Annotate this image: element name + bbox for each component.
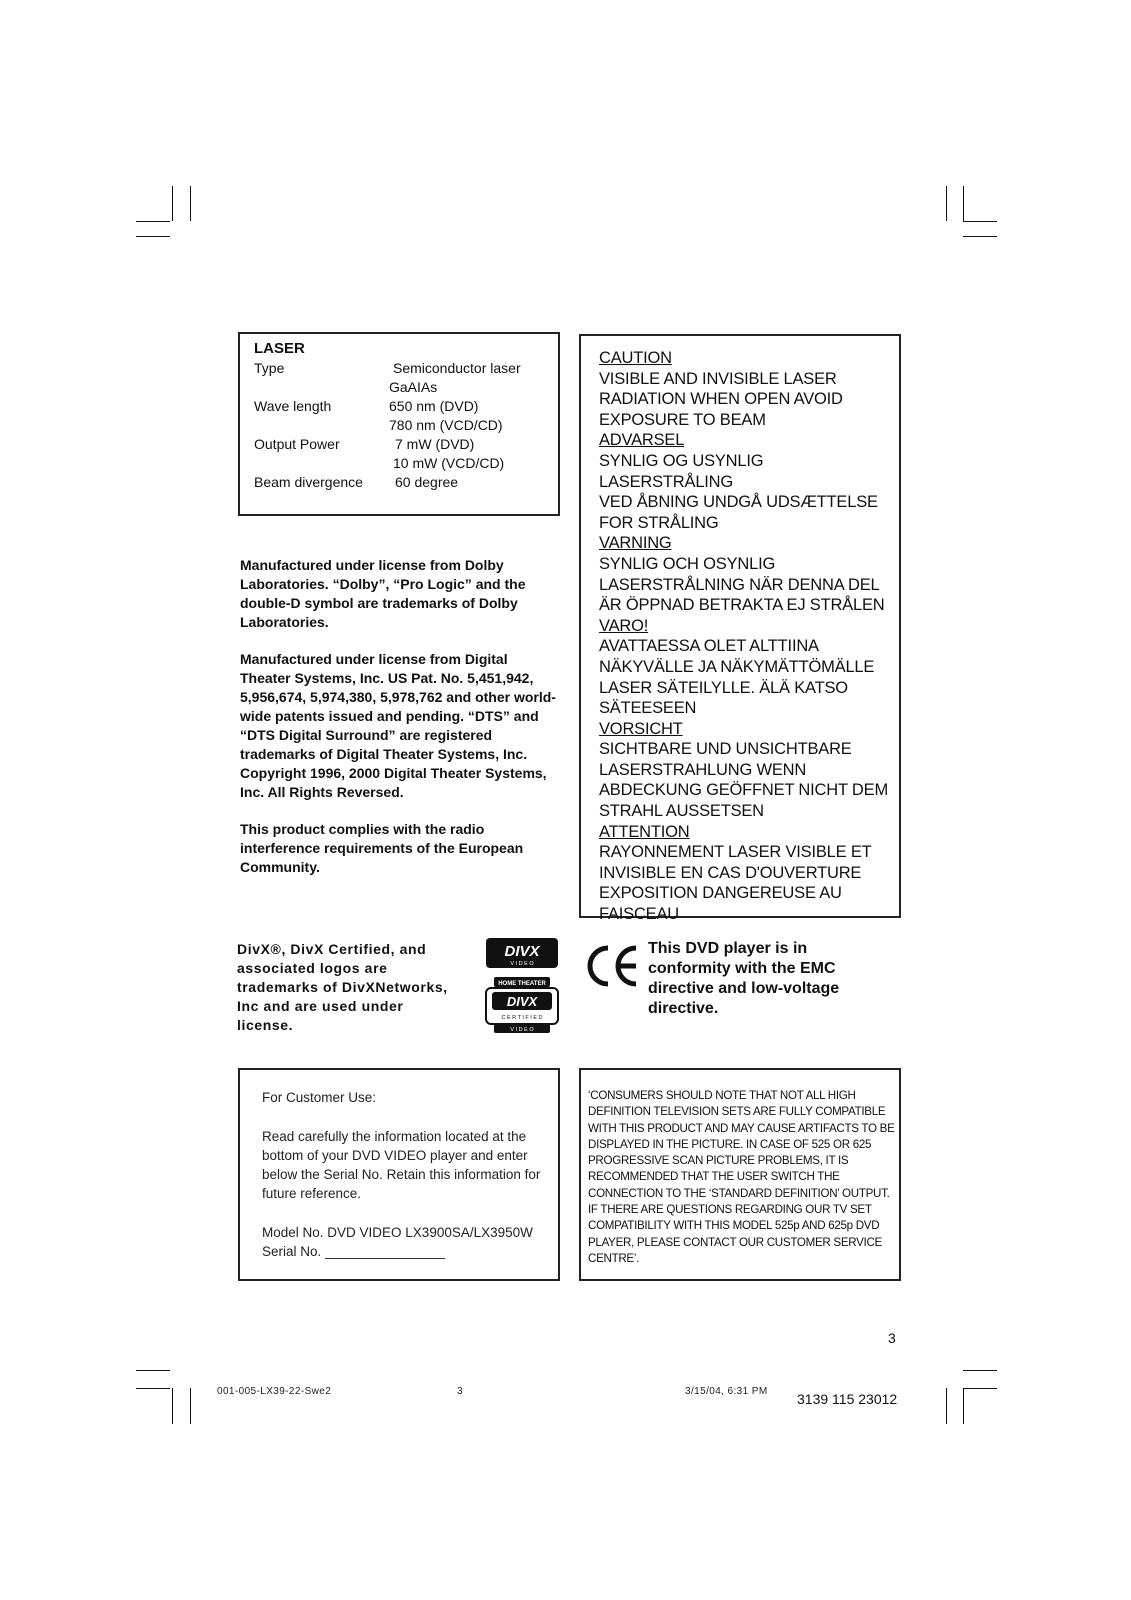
dts-notice: Manufactured under license from Digital Theater Systems, Inc. US Pat. No. 5,451,942, 5,956,674, 5,974,380, 5,978,762 and other world-wide patents issued and pending. “DTS” and “DTS Digital Surround” are registered trademarks of Digital Theater Systems, Inc. Copyright 1996, 2000 Digital Theater Systems, Inc. All Rights Reversed. <box>240 651 556 800</box>
spec-label <box>254 416 389 435</box>
spec-value: 10 mW (VCD/CD) <box>393 455 505 471</box>
spec-row <box>254 473 558 492</box>
caution-line: LASERSTRAHLUNG WENN <box>599 760 807 779</box>
crop-mark <box>190 1388 191 1424</box>
caution-line: SÄTEESEEN <box>599 699 697 718</box>
caution-box <box>579 334 901 924</box>
caution-line: STRAHL AUSSETSEN <box>599 802 764 821</box>
crop-mark <box>963 236 997 237</box>
caution-line: LASER SÄTEILYLLE. ÄLÄ KATSO <box>599 678 848 697</box>
divx-video-logo <box>486 938 558 968</box>
divx-logo-text: DIVX <box>504 943 540 960</box>
caution-line: RADIATION WHEN OPEN AVOID <box>599 390 843 409</box>
crop-mark <box>963 1370 997 1371</box>
crop-mark <box>963 1388 964 1424</box>
serial-number-field: Serial No. ________________ <box>262 1244 446 1259</box>
caution-line: ÄR ÖPPNAD BETRAKTA EJ STRÅLEN <box>599 596 885 615</box>
caution-line: SYNLIG OG USYNLIG LASERSTRÅLING <box>599 451 764 491</box>
crop-mark <box>946 186 947 221</box>
ce-mark-icon <box>584 944 640 988</box>
footer-page: 3 <box>457 1386 463 1397</box>
caution-heading: VARNING <box>599 534 672 553</box>
caution-heading: ADVARSEL <box>599 431 685 450</box>
laser-spec-table <box>254 359 558 492</box>
crop-mark <box>946 1388 947 1424</box>
laser-title: LASER <box>254 340 305 357</box>
divx-line: DivX®, DivX Certified, and <box>237 941 427 957</box>
spec-label <box>254 378 389 397</box>
caution-heading: CAUTION <box>599 349 672 367</box>
caution-section <box>599 348 899 430</box>
divx-line: trademarks of DivXNetworks, <box>237 979 448 995</box>
spec-value: 650 nm (DVD) <box>389 398 479 414</box>
divx-logo-sub: V I D E O <box>510 961 534 967</box>
crop-mark <box>963 186 964 221</box>
laser-spec-box <box>238 332 560 516</box>
spec-row <box>254 416 558 435</box>
caution-section <box>599 430 899 533</box>
dolby-notice: Manufactured under license from Dolby Laboratories. “Dolby”, “Pro Logic” and the double-D symbol are trademarks of Dolby Laboratories. <box>240 557 526 630</box>
caution-heading: VORSICHT <box>599 719 683 738</box>
ce-conformity-text: This DVD player is in conformity with the EMC directive and low-voltage directive. <box>648 940 840 1017</box>
divx-certified-logo <box>486 977 558 1033</box>
divx-notice <box>237 940 482 1035</box>
divx-line: associated logos are <box>237 960 388 976</box>
caution-line: VISIBLE AND INVISIBLE LASER <box>599 369 837 388</box>
spec-value: Semiconductor laser <box>393 360 521 376</box>
crop-mark <box>136 1388 170 1389</box>
caution-heading: VARO! <box>599 616 649 635</box>
crop-mark <box>136 1370 170 1371</box>
divx-line: license. <box>237 1017 294 1033</box>
caution-line: RAYONNEMENT LASER VISIBLE ET <box>599 843 872 862</box>
eu-notice: This product complies with the radio interference requirements of the European Community. <box>240 821 524 875</box>
spec-row <box>254 359 558 378</box>
divx-cert-mid: C E R T I F I E D <box>501 1015 543 1021</box>
caution-line: EXPOSITION DANGEREUSE AU <box>599 884 842 903</box>
caution-line: FAISCEAU <box>599 905 680 924</box>
caution-line: LASERSTRÅLNING NÄR DENNA DEL <box>599 575 880 594</box>
spec-value: GaAIAs <box>389 379 438 395</box>
spec-row <box>254 378 558 397</box>
caution-line: ABDECKUNG GEÖFFNET NICHT DEM <box>599 781 888 800</box>
consumers-notice: ‘CONSUMERS SHOULD NOTE THAT NOT ALL HIGH DEFINITION TELEVISION SETS ARE FULLY COMPATIBLE WITH THIS PRODUCT AND MAY CAUSE ARTIFACTS TO BE DISPLAYED IN THE PICTURE. IN CASE OF 525 OR 625 PROGRESSIVE SCAN PICTURE PROBLEMS, IT IS RECOMMENDED THAT THE USER SWITCH THE CONNECTION TO THE ‘STANDARD DEFINITION’ OUTPUT. IF THERE ARE QUESTIONS REGARDING OUR TV SET COMPATIBILITY WITH THIS MODEL 525p AND 625p DVD PLAYER, PLEASE CONTACT OUR CUSTOMER SERVICE CENTRE’. <box>588 1089 895 1265</box>
caution-section <box>599 533 899 615</box>
spec-row <box>254 397 558 416</box>
spec-value: 7 mW (DVD) <box>395 436 475 452</box>
legal-notices <box>240 556 560 895</box>
crop-mark <box>190 186 191 221</box>
caution-line: AVATTAESSA OLET ALTTIINA <box>599 637 819 656</box>
consumers-notice-box <box>579 1068 901 1281</box>
crop-mark <box>172 186 173 221</box>
footer-date: 3/15/04, 6:31 PM <box>685 1386 768 1397</box>
spec-value: 780 nm (VCD/CD) <box>389 417 503 433</box>
divx-cert-main: DIVX <box>506 994 538 1009</box>
customer-instructions: Read carefully the information located at the bottom of your DVD VIDEO player and enter below the Serial No. Retain this information for future reference. <box>262 1129 541 1201</box>
crop-mark <box>963 1388 997 1389</box>
caution-line: VED ÅBNING UNDGÅ UDSÆTTELSE <box>599 493 878 512</box>
caution-line: NÄKYVÄLLE JA NÄKYMÄTTÖMÄLLE <box>599 657 875 676</box>
crop-mark <box>963 221 997 222</box>
caution-line: INVISIBLE EN CAS D'OUVERTURE <box>599 863 862 882</box>
divx-cert-sub: V I D E O <box>510 1027 534 1033</box>
customer-use-box <box>238 1068 560 1281</box>
crop-mark <box>136 236 170 237</box>
page-number: 3 <box>888 1330 896 1346</box>
spec-row <box>254 454 558 473</box>
customer-heading: For Customer Use: <box>262 1090 377 1105</box>
caution-line: SICHTBARE UND UNSICHTBARE <box>599 740 852 759</box>
spec-label: Wave length <box>254 398 332 414</box>
footer-code: 3139 115 23012 <box>797 1391 898 1407</box>
divx-line: Inc and are used under <box>237 998 404 1014</box>
caution-section <box>599 719 899 822</box>
caution-section <box>599 616 899 719</box>
spec-label: Beam divergence <box>254 474 363 490</box>
model-number: Model No. DVD VIDEO LX3900SA/LX3950W <box>262 1225 533 1240</box>
caution-section <box>599 822 899 925</box>
spec-label: Type <box>254 360 285 376</box>
caution-line: EXPOSURE TO BEAM <box>599 410 766 429</box>
crop-mark <box>136 221 170 222</box>
caution-line: FOR STRÅLING <box>599 513 719 532</box>
footer-file-name: 001-005-LX39-22-Swe2 <box>217 1386 332 1397</box>
divx-cert-top: HOME THEATER <box>498 981 546 987</box>
spec-label: Output Power <box>254 436 340 452</box>
crop-mark <box>172 1388 173 1424</box>
divx-logos <box>484 938 560 1034</box>
spec-row <box>254 435 558 454</box>
caution-line: SYNLIG OCH OSYNLIG <box>599 554 776 573</box>
spec-value: 60 degree <box>395 474 459 490</box>
spec-label <box>254 454 389 473</box>
caution-heading: ATTENTION <box>599 822 690 841</box>
